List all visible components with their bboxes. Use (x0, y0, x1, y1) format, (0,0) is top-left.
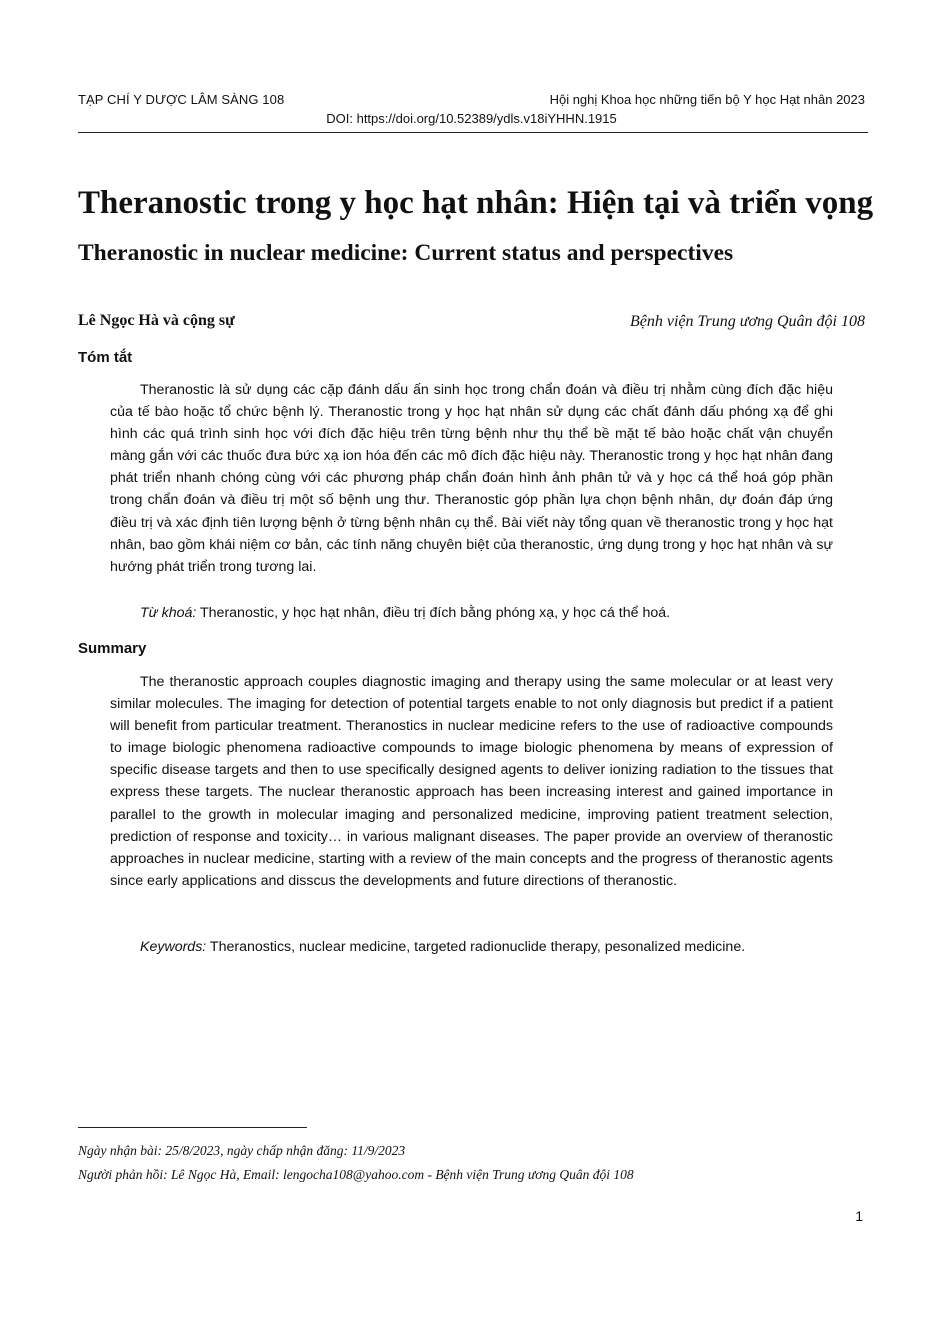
doi-link[interactable]: DOI: https://doi.org/10.52389/ydls.v18iYHHN.1915 (326, 111, 617, 126)
abstract-vi-text: Theranostic là sử dụng các cặp đánh dấu ấn sinh học trong chẩn đoán và điều trị nhằm cùng đích đặc hiệu của tế bào hoặc tổ chức bệnh lý. Theranostic trong y học hạt nhân sử dụng các chất đánh dấu phóng xạ để ghi hình các quá trình sinh học với đích đặc hiệu trên từng bệnh như thụ thể bề mặt tế bào hoặc chất vận chuyển màng gắn với các thuốc đưa bức xạ ion hóa đến các mô đích đặc hiệu này. Theranostic trong y học hạt nhân đang phát triển nhanh chóng cùng với các phương pháp chẩn đoán hình ảnh phân tử và y học cá thể hoá góp phần trong chẩn đoán và điều trị một số bệnh ung thư. Theranostic góp phần lựa chọn bệnh nhân, dự đoán đáp ứng điều trị và xác định tiên lượng bệnh ở từng bệnh nhân cụ thể. Bài viết này tổng quan về theranostic trong y học hạt nhân, bao gồm khái niệm cơ bản, các tính năng chuyên biệt của theranostic, ứng dụng trong y học hạt nhân và sự hướng phát triển trong tương lai. (110, 382, 833, 575)
abstract-vi-heading: Tóm tắt (78, 349, 133, 366)
journal-name: TẠP CHÍ Y DƯỢC LÂM SÀNG 108 (78, 92, 285, 107)
affiliation: Bệnh viện Trung ương Quân đội 108 (629, 313, 865, 330)
footnote-correspondence: Người phản hồi: Lê Ngọc Hà, Email: lengocha108@yahoo.com - Bệnh viện Trung ương Quân đội 108 (78, 1167, 634, 1182)
footnote-divider (78, 1127, 307, 1128)
abstract-en-text: The theranostic approach couples diagnostic imaging and therapy using the same molecular or at least very similar molecules. The imaging for detection of potential targets enable to not only diagnosis but predict if a patient will benefit from particular treatment. Theranostics in nuclear medicine refers to the use of radioactive compounds to image biologic phenomena radioactive compounds to image biologic phenomena by means of expression of specific disease targets and then to use specifically designed agents to deliver ionizing radiation to the tissues that express these targets. The nuclear theranostic approach has been increasing interest and gained importance in parallel to the growth in molecular imaging and personalized medicine, improving patient treatment selection, prediction of response and toxicity… in various malignant diseases. The paper provide an overview of theranostic approaches in nuclear medicine, starting with a review of the main concepts and the progress of theranostic agents since early applications and disscus the developments and future directions of theranostic. (110, 674, 833, 889)
keywords-vi-label: Từ khoá: (140, 605, 197, 621)
page-number: 1 (855, 1208, 863, 1224)
abstract-en-heading: Summary (78, 640, 147, 657)
title-english: Theranostic in nuclear medicine: Current status and perspectives (78, 240, 734, 266)
keywords-en-text: Theranostics, nuclear medicine, targeted radionuclide therapy, pesonalized medicine. (209, 939, 746, 955)
keywords-en (140, 936, 745, 958)
footnote-received: Ngày nhận bài: 25/8/2023, ngày chấp nhận đăng: 11/9/2023 (78, 1143, 406, 1158)
keywords-en-label: Keywords: (140, 939, 207, 955)
header-divider (78, 132, 868, 133)
title-vietnamese: Theranostic trong y học hạt nhân: Hiện tại và triển vọng (78, 185, 874, 221)
author: Lê Ngọc Hà và cộng sự (78, 312, 235, 329)
conference-name: Hội nghị Khoa học những tiến bộ Y học Hạt nhân 2023 (549, 92, 865, 107)
keywords-vi (140, 602, 670, 624)
keywords-vi-text: Theranostic, y học hạt nhân, điều trị đích bằng phóng xạ, y học cá thể hoá. (200, 605, 671, 621)
